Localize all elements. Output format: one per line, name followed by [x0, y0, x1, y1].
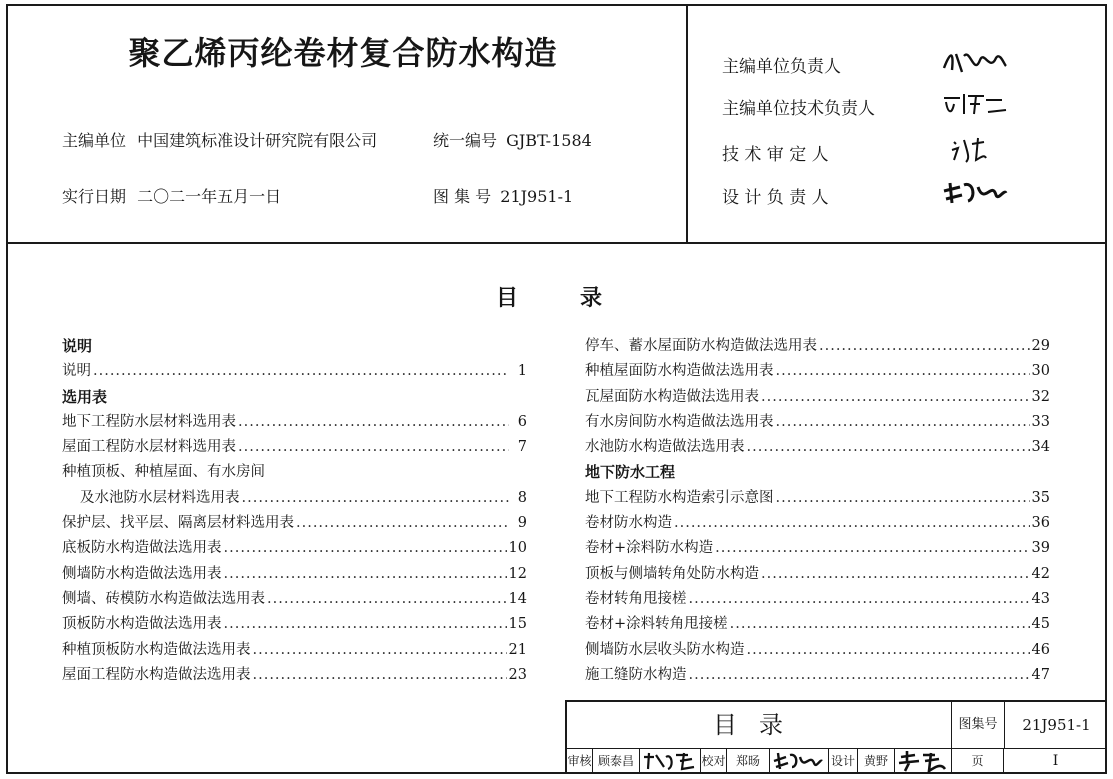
toc-page-number: 33	[1031, 413, 1050, 430]
signatory-row	[722, 52, 902, 77]
signatory-row	[722, 140, 902, 165]
toc-page-number: 8	[517, 489, 527, 506]
toc-entry-line: 种植顶板、种植屋面、有水房间	[62, 464, 265, 481]
toc-page-number: 45	[1031, 616, 1050, 633]
reviewer-signature-icon	[640, 749, 701, 774]
toc-page-number: 46	[1031, 641, 1050, 658]
signatory-role: 主编单位负责人	[722, 57, 841, 77]
toc-page-number: 29	[1031, 338, 1050, 354]
toc-entry-title: 保护层、找平层、隔离层材料选用表	[62, 515, 294, 532]
effective-date-line	[62, 184, 281, 207]
review-label: 审核	[567, 749, 593, 774]
toc-heading-char: 录	[580, 286, 603, 311]
toc-page-number: 14	[508, 590, 527, 607]
toc-page-number: 7	[517, 439, 527, 456]
atlas-number: 21J951-1	[500, 187, 574, 206]
toc-entry-title: 及水池防水层材料选用表	[80, 489, 240, 506]
toc-entry-title: 卷材转角甩接槎	[585, 590, 687, 607]
checker-signature-icon	[770, 749, 829, 774]
toc-entry-title: 地下工程防水层材料选用表	[62, 413, 236, 430]
sheet-name: 目录	[713, 711, 805, 739]
toc-entry-title: 地下工程防水构造索引示意图	[585, 489, 774, 506]
toc-page-number: 21	[508, 641, 527, 658]
toc-page-number: 39	[1031, 540, 1050, 557]
signature-icon	[940, 46, 1010, 76]
toc-entry[interactable]	[62, 562, 527, 587]
toc-left-column	[62, 334, 527, 688]
toc-entry-title: 种植顶板防水构造做法选用表	[62, 641, 251, 658]
editor-unit-label: 主编单位	[62, 131, 127, 150]
toc-page-number: 47	[1031, 666, 1050, 683]
page-number-cell: I	[1052, 753, 1059, 769]
leader-dots	[253, 642, 507, 658]
designer-name: 黄野	[858, 749, 895, 774]
leader-dots	[242, 490, 510, 506]
leader-dots	[224, 616, 507, 632]
signatory-row	[722, 94, 902, 119]
toc-entry[interactable]	[585, 334, 1050, 359]
toc-right-column	[585, 334, 1050, 688]
designer-signature-icon	[895, 749, 952, 774]
signature-icon	[940, 88, 1010, 118]
checker-name: 郑旸	[727, 749, 770, 774]
toc-entry[interactable]	[585, 410, 1050, 435]
leader-dots	[747, 439, 1030, 455]
toc-section-heading: 说明	[62, 337, 93, 355]
toc-entry[interactable]	[585, 663, 1050, 688]
leader-dots	[296, 515, 509, 531]
toc-entry[interactable]	[62, 410, 527, 435]
toc-entry-title: 施工缝防水构造	[585, 666, 687, 683]
toc-entry[interactable]	[62, 511, 527, 536]
header-vertical-divider	[686, 4, 688, 243]
toc-entry-title: 瓦屋面防水构造做法选用表	[585, 388, 759, 405]
toc-section-heading: 地下防水工程	[585, 463, 676, 482]
leader-dots	[776, 414, 1030, 430]
leader-dots	[689, 667, 1030, 683]
leader-dots	[689, 591, 1030, 607]
toc-entry[interactable]	[62, 359, 527, 384]
toc-entry[interactable]	[62, 638, 527, 663]
toc-section-heading: 选用表	[62, 387, 108, 406]
toc-entry-title: 顶板与侧墙转角处防水构造	[585, 565, 759, 582]
signatory-row	[722, 183, 902, 208]
leader-dots	[776, 363, 1030, 379]
leader-dots	[267, 591, 507, 607]
toc-entry[interactable]	[585, 359, 1050, 384]
toc-entry-title: 有水房间防水构造做法选用表	[585, 413, 774, 430]
leader-dots	[224, 566, 507, 582]
toc-entry-title: 侧墙防水层收头防水构造	[585, 641, 745, 658]
atlas-label: 图 集 号	[433, 187, 492, 206]
toc-entry-title: 侧墙防水构造做法选用表	[62, 565, 222, 582]
toc-entry-title: 顶板防水构造做法选用表	[62, 616, 222, 633]
leader-dots	[253, 667, 507, 683]
toc-page-number: 34	[1031, 439, 1050, 456]
toc-entry[interactable]	[62, 435, 527, 460]
signature-icon	[940, 177, 1010, 207]
leader-dots	[224, 540, 507, 556]
toc-entry[interactable]	[62, 536, 527, 561]
toc-entry-title: 底板防水构造做法选用表	[62, 540, 222, 557]
page-label-cell: 页	[952, 749, 1004, 774]
toc-entry-title: 种植屋面防水构造做法选用表	[585, 363, 774, 380]
toc-page-number: 12	[508, 565, 527, 582]
toc-page-number: 10	[508, 540, 527, 557]
atlas-title: 聚乙烯丙纶卷材复合防水构造	[128, 34, 558, 72]
signatory-role: 技 术 审 定 人	[722, 145, 829, 165]
toc-entry[interactable]	[585, 435, 1050, 460]
signature-icon	[940, 134, 1010, 164]
design-label: 设计	[829, 749, 858, 774]
title-block-row	[567, 702, 1107, 749]
toc-page-number: 42	[1031, 565, 1050, 582]
leader-dots	[776, 490, 1030, 506]
toc-entry[interactable]	[585, 511, 1050, 536]
toc-entry[interactable]	[585, 385, 1050, 410]
toc-page-number: 15	[508, 616, 527, 633]
toc-entry-title: 说明	[62, 363, 91, 380]
toc-entry-title: 卷材防水构造	[585, 515, 672, 532]
toc-entry[interactable]	[62, 612, 527, 637]
toc-entry-title: 侧墙、砖模防水构造做法选用表	[62, 590, 265, 607]
signoff-row	[567, 749, 1107, 774]
toc-entry-title: 卷材+涂料转角甩接槎	[585, 616, 728, 633]
date-label: 实行日期	[62, 187, 127, 206]
header-divider	[6, 242, 1107, 244]
signatory-role: 设 计 负 责 人	[722, 188, 829, 208]
leader-dots	[747, 642, 1030, 658]
toc-entry-title: 停车、蓄水屋面防水构造做法选用表	[585, 338, 817, 354]
leader-dots	[238, 439, 509, 455]
atlas-number-line	[433, 184, 573, 207]
toc-entry-title: 屋面工程防水层材料选用表	[62, 439, 236, 456]
toc-heading-char: 目	[496, 286, 519, 311]
toc-page-number: 30	[1031, 363, 1050, 380]
toc-entry[interactable]	[585, 612, 1050, 637]
reviewer-name: 顾泰昌	[593, 749, 640, 774]
leader-dots	[238, 414, 509, 430]
leader-dots	[93, 363, 509, 379]
effective-date: 二〇二一年五月一日	[137, 187, 282, 206]
toc-entry[interactable]	[585, 587, 1050, 612]
leader-dots	[674, 515, 1030, 531]
toc-page-number: 43	[1031, 590, 1050, 607]
toc-page-number: 32	[1031, 388, 1050, 405]
toc-entry-title: 水池防水构造做法选用表	[585, 439, 745, 456]
toc-page-number: 9	[517, 515, 527, 532]
toc-page-number: 6	[517, 413, 527, 430]
toc-page-number: 1	[517, 363, 527, 380]
leader-dots	[761, 389, 1030, 405]
toc-page-number: 36	[1031, 515, 1050, 532]
signatory-role: 主编单位技术负责人	[722, 99, 875, 119]
toc-entry[interactable]	[585, 562, 1050, 587]
leader-dots	[819, 338, 1030, 354]
toc-entry[interactable]	[585, 638, 1050, 663]
toc-entry-title: 卷材+涂料防水构造	[585, 540, 714, 557]
toc-entry[interactable]	[585, 536, 1050, 561]
toc-page-number: 35	[1031, 489, 1050, 506]
toc-entry[interactable]	[62, 486, 527, 511]
unified-code: GJBT-1584	[506, 131, 592, 150]
leader-dots	[761, 566, 1030, 582]
check-label: 校对	[701, 749, 727, 774]
editor-unit: 中国建筑标准设计研究院有限公司	[137, 131, 378, 150]
toc-entry[interactable]	[62, 663, 527, 688]
code-label: 统一编号	[433, 131, 498, 150]
leader-dots	[715, 540, 1029, 556]
title-block	[565, 700, 1107, 774]
toc-entry[interactable]	[585, 486, 1050, 511]
unified-code-line	[433, 128, 592, 151]
toc-page-number: 23	[508, 666, 527, 683]
toc-entry[interactable]	[62, 587, 527, 612]
atlas-no-label-cell: 图集号	[951, 702, 1004, 748]
toc-entry-title: 屋面工程防水构造做法选用表	[62, 666, 251, 683]
leader-dots	[730, 616, 1030, 632]
atlas-no-cell: 21J951-1	[1004, 702, 1108, 748]
editor-unit-line	[62, 128, 377, 151]
